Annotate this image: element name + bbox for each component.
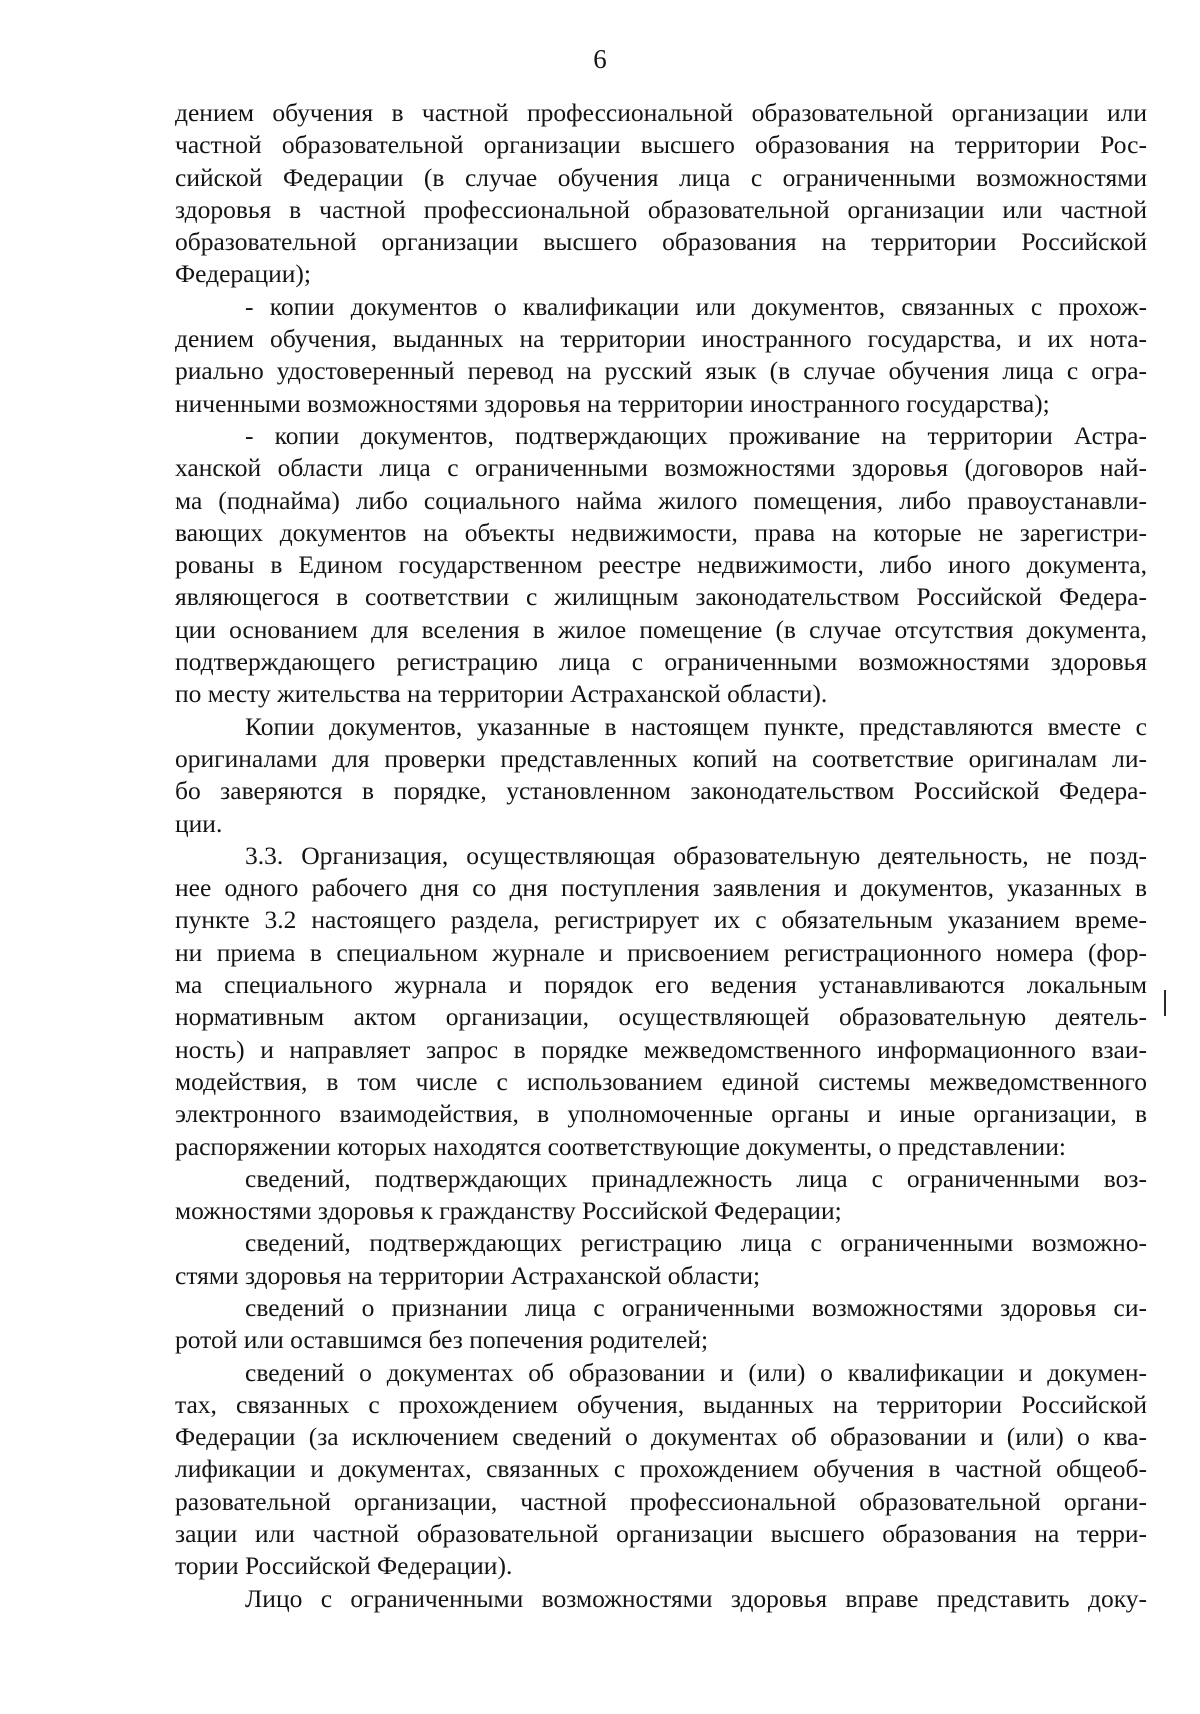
text-line: сийской Федерации (в случае обучения лица с ограниченными возможностями: [175, 162, 1147, 192]
text-line: распоряжении которых находятся соответствующие документы, о представлении:: [175, 1131, 1066, 1161]
text-line: нее одного рабочего дня со дня поступления заявления и документов, указанных в: [175, 873, 1147, 903]
text-line: стями здоровья на территории Астраханской области;: [175, 1260, 761, 1290]
text-line: частной образовательной организации высшего образования на территории Рос-: [175, 130, 1147, 160]
text-line: оригиналами для проверки представленных копий на соответствие оригиналам ли-: [175, 743, 1147, 773]
text-line: ма специального журнала и порядок его ведения устанавливаются локальным: [175, 970, 1147, 1000]
text-line: по месту жительства на территории Астраханской области).: [175, 679, 828, 709]
text-line: Федерации (за исключением сведений о документах об образовании и (или) о ква-: [175, 1422, 1147, 1452]
text-line: здоровья в частной профессиональной образовательной организации или частной: [175, 194, 1147, 224]
text-line: Лицо с ограниченными возможностями здоровья вправе представить доку-: [245, 1583, 1147, 1613]
text-line: тах, связанных с прохождением обучения, выданных на территории Российской: [175, 1389, 1147, 1419]
text-line: ность) и направляет запрос в порядке межведомственного информационного взаи-: [175, 1034, 1147, 1064]
text-line: 3.3. Организация, осуществляющая образовательную деятельность, не позд-: [245, 840, 1147, 870]
text-line: вающих документов на объекты недвижимости, права на которые не зарегистри-: [175, 517, 1147, 547]
text-line: бо заверяются в порядке, установленном законодательством Российской Федера-: [175, 776, 1147, 806]
text-line: сведений, подтверждающих регистрацию лица с ограниченными возможно-: [245, 1228, 1147, 1258]
page-number: 6: [593, 44, 607, 74]
text-line: сведений о признании лица с ограниченными возможностями здоровья си-: [245, 1292, 1147, 1322]
text-line: дением обучения, выданных на территории иностранного государства, и их нота-: [175, 324, 1147, 354]
text-line: подтверждающего регистрацию лица с ограниченными возможностями здоровья: [175, 647, 1147, 677]
text-line: сведений, подтверждающих принадлежность лица с ограниченными воз-: [245, 1163, 1147, 1193]
text-line: - копии документов о квалификации или документов, связанных с прохож-: [245, 291, 1147, 321]
text-line: модействия, в том числе с использованием единой системы межведомственного: [175, 1066, 1147, 1096]
text-line: ма (поднайма) либо социального найма жилого помещения, либо правоустанавли-: [175, 485, 1147, 515]
text-line: являющегося в соответствии с жилищным законодательством Российской Федера-: [175, 582, 1147, 612]
text-line: зации или частной образовательной организации высшего образования на терри-: [175, 1519, 1147, 1549]
text-line: рованы в Едином государственном реестре недвижимости, либо иного документа,: [175, 550, 1147, 580]
text-line: лификации и документах, связанных с прохождением обучения в частной общеоб-: [175, 1454, 1147, 1484]
text-line: нормативным актом организации, осуществляющей образовательную деятель-: [175, 1002, 1147, 1032]
margin-mark: [1164, 990, 1166, 1016]
text-line: ниченными возможностями здоровья на территории иностранного государства);: [175, 388, 1050, 418]
text-line: ротой или оставшимся без попечения родителей;: [175, 1325, 709, 1355]
text-line: можностями здоровья к гражданству Российской Федерации;: [175, 1196, 842, 1226]
document-body: [175, 97, 1147, 1615]
text-line: риально удостоверенный перевод на русский язык (в случае обучения лица с огра-: [175, 356, 1147, 386]
text-line: дением обучения в частной профессиональной образовательной организации или: [175, 98, 1147, 127]
text-line: сведений о документах об образовании и (или) о квалификации и докумен-: [245, 1357, 1147, 1387]
text-line: ни приема в специальном журнале и присвоением регистрационного номера (фор-: [175, 937, 1147, 967]
text-line: Федерации);: [175, 259, 312, 289]
text-line: пункте 3.2 настоящего раздела, регистрирует их с обязательным указанием време-: [175, 905, 1147, 935]
text-line: разовательной организации, частной профессиональной образовательной органи-: [175, 1486, 1147, 1516]
text-line: электронного взаимодействия, в уполномоченные органы и иные организации, в: [175, 1099, 1147, 1129]
text-line: тории Российской Федерации).: [175, 1551, 513, 1581]
text-line: ции.: [175, 808, 223, 838]
text-line: - копии документов, подтверждающих проживание на территории Астра-: [245, 420, 1147, 450]
text-line: образовательной организации высшего образования на территории Российской: [175, 227, 1147, 257]
text-line: Копии документов, указанные в настоящем пункте, представляются вместе с: [245, 711, 1147, 741]
text-line: ции основанием для вселения в жилое помещение (в случае отсутствия документа,: [175, 614, 1147, 644]
text-line: ханской области лица с ограниченными возможностями здоровья (договоров най-: [175, 453, 1147, 483]
